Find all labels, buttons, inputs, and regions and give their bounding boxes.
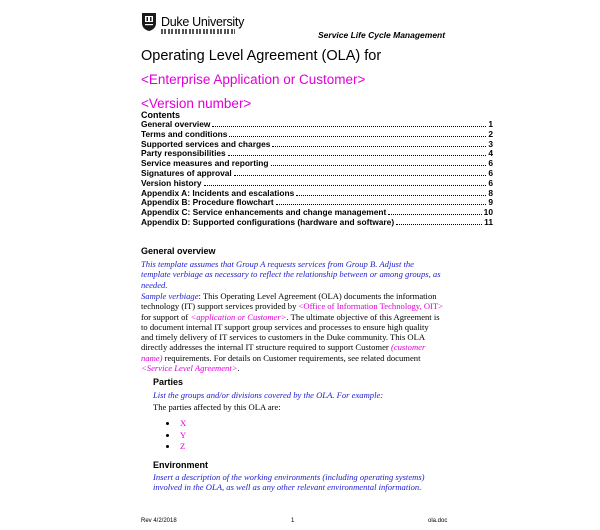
bullet-icon (166, 422, 169, 425)
toc-leader (228, 149, 487, 156)
toc-label: Appendix D: Supported configurations (hardware and software) (141, 216, 395, 227)
toc-label: Party responsibilities (141, 148, 226, 159)
toc-page: 2 (488, 128, 493, 139)
footer-filename: ola.doc (428, 518, 448, 524)
toc-page: 3 (488, 138, 493, 149)
toc-page: 8 (488, 187, 493, 198)
toc-label: Service measures and reporting (141, 158, 269, 169)
toc-label: Signatures of approval (141, 167, 232, 178)
parties-text: The parties affected by this OLA are: (153, 402, 281, 412)
logo-text: Duke University (161, 15, 245, 29)
bullet-icon (166, 445, 169, 448)
environment-instruction: Insert a description of the working environments (including operating systems) involved in the OLA, as well as any other relevant environmental information. (153, 472, 425, 493)
environment-heading: Environment (153, 460, 209, 470)
list-item (166, 441, 186, 453)
placeholder-application: <application or Customer> (190, 311, 287, 322)
duke-logo (141, 12, 245, 44)
table-of-contents (141, 120, 493, 228)
toc-leader (296, 189, 486, 196)
toc-leader (388, 208, 481, 215)
bullet-icon (166, 434, 169, 437)
footer-page-number: 1 (291, 518, 295, 524)
title-placeholder-app: <Enterprise Application or Customer> (141, 72, 366, 87)
sample-verbiage-colon: : (198, 291, 201, 301)
general-overview-instruction: This template assumes that Group A requests services from Group B. Adjust the template verbiage as necessary to reflect the relationship between or among groups, as needed. (141, 259, 441, 290)
toc-label: Appendix A: Incidents and escalations (141, 187, 295, 198)
placeholder-sla: <Service Level Agreement> (141, 363, 238, 374)
list-item (166, 418, 186, 430)
party-label: Z (180, 441, 186, 451)
toc-leader (234, 169, 487, 176)
sample-text: This Operating Level Agreement (OLA) documents the information technology (IT) support services provided by (141, 291, 437, 312)
document-title: Operating Level Agreement (OLA) for (141, 48, 382, 64)
sample-verbiage-paragraph (141, 291, 443, 373)
sample-text: requirements. For details on Customer requirements, see related document (162, 352, 421, 363)
general-overview-heading: General overview (141, 246, 216, 256)
list-item (166, 430, 186, 442)
toc-leader (271, 159, 487, 166)
sample-text: . (237, 363, 240, 374)
sample-text: . The ultimate objective of this Agreement is to document internal IT support group services and processes to ensure high quality and timely delivery of IT services to customers in the Duke community. This OLA directly addresses the internal IT structure required to support Customer (141, 311, 440, 353)
placeholder-customer-name: (customer name) (141, 342, 426, 363)
toc-leader (272, 140, 486, 147)
toc-page: 9 (488, 197, 493, 208)
toc-leader (276, 198, 487, 205)
toc-page: 6 (488, 158, 493, 169)
toc-label: General overview (141, 119, 211, 129)
toc-leader (212, 120, 486, 127)
toc-page: 10 (483, 207, 493, 218)
logo-tagline-graphic (161, 29, 235, 34)
toc-leader (229, 130, 486, 137)
party-label: X (180, 418, 187, 428)
parties-list (166, 418, 186, 453)
sample-text: for support of (141, 311, 191, 322)
toc-page: 11 (484, 216, 493, 227)
duke-shield-icon (141, 12, 157, 32)
title-placeholder-version: <Version number> (141, 96, 252, 111)
placeholder-provider: <Office of Information Technology, OIT> (298, 301, 443, 312)
contents-heading: Contents (141, 110, 180, 120)
toc-label: Supported services and charges (141, 138, 271, 149)
toc-leader (396, 218, 482, 225)
sample-verbiage-label: Sample verbiage (141, 291, 199, 301)
parties-heading: Parties (153, 377, 184, 387)
toc-leader (204, 179, 487, 186)
toc-label: Terms and conditions (141, 128, 228, 139)
footer-revision: Rev 4/2/2018 (141, 518, 177, 524)
toc-page: 1 (488, 119, 493, 129)
parties-instruction: List the groups and/or divisions covered by the OLA. For example: (153, 390, 384, 400)
toc-label: Appendix B: Procedure flowchart (141, 197, 274, 208)
toc-label: Version history (141, 177, 202, 188)
toc-label: Appendix C: Service enhancements and change management (141, 207, 387, 218)
toc-page: 4 (488, 148, 493, 159)
party-label: Y (180, 429, 187, 440)
toc-page: 6 (488, 177, 493, 188)
toc-entry[interactable] (141, 218, 493, 228)
toc-page: 6 (488, 167, 493, 178)
header-doc-category: Service Life Cycle Management (318, 30, 446, 40)
